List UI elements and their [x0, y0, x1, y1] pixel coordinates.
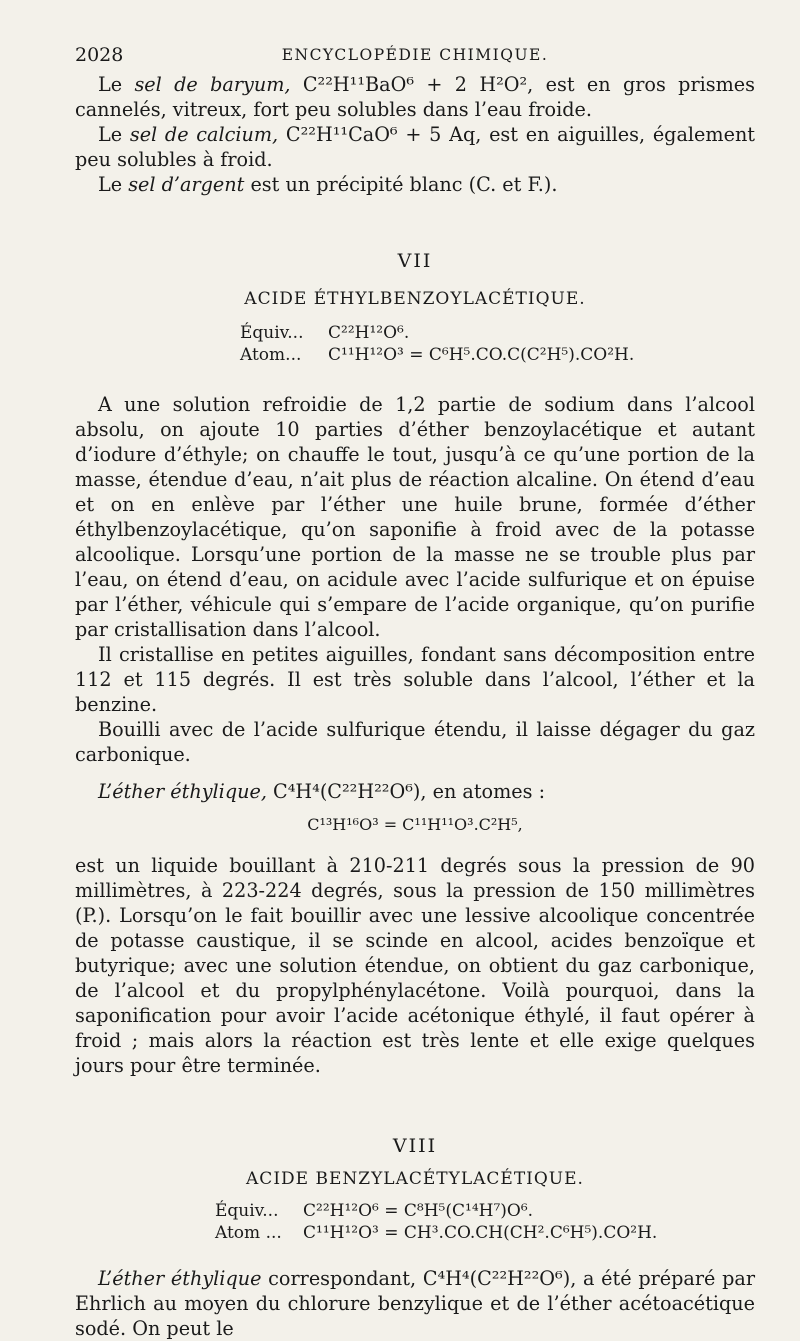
formula-block-8: Équiv... C²²H¹²O⁶ = C⁸H⁵(C¹⁴H⁷)O⁶. Atom ... C¹¹H¹²O³ = CH³.CO.CH(CH².C⁶H⁵).CO²H. — [215, 1201, 658, 1243]
paragraph-preparation: A une solution refroidie de 1,2 partie de sodium dans l’alcool absolu, on ajoute 10 parties d’éther benzoylacétique et autant d’iodure d’éthyle; on chauffe le tout, jusqu’à ce qu’une portion de la masse, étendue d’eau, n’ait plus de réaction alcaline. On étend d’eau et on en enlève par l’éther une huile brune, formée d’éther éthylbenzoylacétique, qu’on saponifie à froid avec de la potasse alcoolique. Lorsqu’une portion de la masse ne se trouble plus par l’eau, on étend d’eau, on acidule avec l’acide sulfurique et on épuise par l’éther, véhicule qui s’empare de l’acide organique, qu’on purifie par cristallisation dans l’alcool. — [75, 393, 755, 641]
paragraph-decomposition: Bouilli avec de l’acide sulfurique étendu, il laisse dégager du gaz carbonique. — [75, 718, 755, 766]
formula-block-7: Équiv... C²²H¹²O⁶. Atom... C¹¹H¹²O³ = C⁶H⁵.CO.C(C²H⁵).CO²H. — [240, 323, 635, 365]
paragraph-barium-salt: Le sel de baryum, C²²H¹¹BaO⁶ + 2 H²O², est en gros prismes cannelés, vitreux, fort peu solubles dans l’eau froide. — [75, 73, 755, 121]
paragraph-properties: Il cristallise en petites aiguilles, fondant sans décomposition entre 112 et 115 degrés. Il est très soluble dans l’alcool, l’éther et la benzine. — [75, 643, 755, 716]
section-title-7: ACIDE ÉTHYLBENZOYLACÉTIQUE. — [244, 289, 586, 309]
page-header — [75, 44, 755, 68]
paragraph-ethyl-ether: L’éther éthylique, C⁴H⁴(C²²H²²O⁶), en atomes : — [98, 780, 546, 803]
section-number-7: VII — [397, 250, 433, 272]
page-body — [75, 72, 755, 1341]
paragraph-silver-salt: Le sel d’argent est un précipité blanc (C. et F.). — [98, 173, 558, 196]
paragraph-benzyl-ether: L’éther éthylique correspondant, C⁴H⁴(C²²H²²O⁶), a été préparé par Ehrlich au moyen du chlorure benzylique et de l’éther acétoacétique sodé. On peut le — [75, 1267, 755, 1340]
paragraph-ether-properties: est un liquide bouillant à 210-211 degrés sous la pression de 90 millimètres, à 223-224 degrés, sous la pression de 150 millimètres (P.). Lorsqu’on le fait bouillir avec une lessive alcoolique concentrée de potasse caustique, il se scinde en alcool, acides benzoïque et butyrique; avec une solution étendue, on obtient du gaz carbonique, de l’alcool et du propylphénylacétone. Voilà pourquoi, dans la saponification pour avoir l’acide acétonique éthylé, il faut opérer à froid ; mais alors la réaction est très lente et elle exige quelques jours pour être terminée. — [75, 854, 755, 1077]
running-title: ENCYCLOPÉDIE CHIMIQUE. — [281, 46, 549, 64]
page-number: 2028 — [75, 44, 124, 66]
section-title-8: ACIDE BENZYLACÉTYLACÉTIQUE. — [246, 1169, 584, 1189]
section-number-8: VIII — [392, 1135, 438, 1157]
ether-formula: C¹³H¹⁶O³ = C¹¹H¹¹O³.C²H⁵, — [307, 815, 523, 834]
paragraph-calcium-salt: Le sel de calcium, C²²H¹¹CaO⁶ + 5 Aq, est en aiguilles, également peu solubles à froid. — [75, 123, 756, 171]
